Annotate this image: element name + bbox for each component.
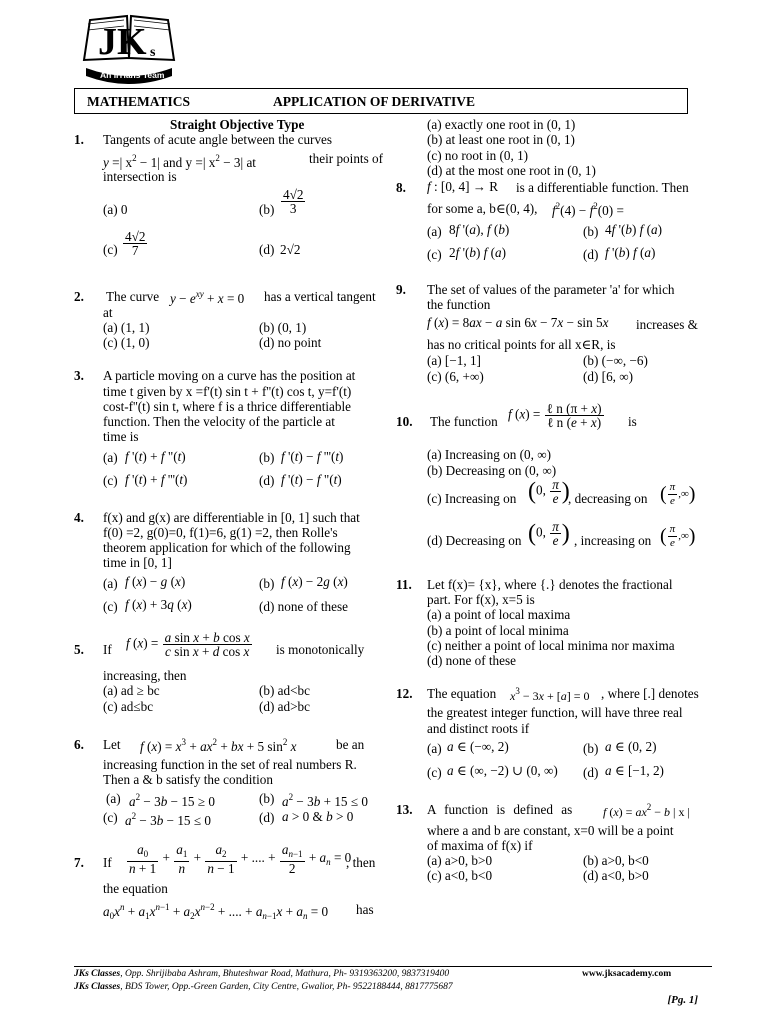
question-text: has [356, 902, 374, 917]
option-a-label: (a) [106, 791, 121, 806]
question-number: 8. [396, 180, 406, 195]
question-number: 5. [74, 642, 84, 657]
question-text: the greatest integer function, will have three real [427, 705, 683, 720]
option-c-label: (c) [103, 599, 118, 614]
option-a-label: (a) [427, 741, 442, 756]
svg-text:JK: JK [98, 21, 147, 63]
question-text: A particle moving on a curve has the position at [103, 368, 356, 383]
option-d-math: a ∈ [−1, 2) [605, 763, 664, 778]
question-text: cost-f''(t) sin t, where f is a thrice differentiable [103, 399, 352, 414]
topic-title: APPLICATION OF DERIVATIVE [273, 94, 476, 109]
option-c-math: a ∈ (∞, −2) ∪ (0, ∞) [447, 763, 558, 778]
question-text: at [103, 305, 113, 320]
option-b-math: 4f '(b) f (a) [605, 222, 663, 237]
option-a-label: (a) [427, 224, 442, 239]
question-text: A function is defined as [427, 802, 573, 817]
question-text: , where [.] denotes [601, 686, 699, 701]
option-a-label: (a) [103, 576, 118, 591]
option-d-label: (d) [583, 765, 599, 780]
question-text: has no critical points for all x∈R, is [427, 337, 616, 352]
question-text: intersection is [103, 169, 177, 184]
option-b-math: $a^2 - 3b + 15 \le 0$ [282, 792, 368, 809]
question-text: Tangents of acute angle between the curves [103, 132, 333, 147]
option-b-label: (b) [583, 741, 599, 756]
question-math: f (x) = $\frac{\text{ℓ n (π + x)}}{\text{ℓ n (e + x)}}$ [508, 401, 602, 430]
option-a: (a) Increasing on (0, ∞) [427, 447, 552, 462]
question-text: is monotonically [276, 642, 365, 657]
footer-address: , BDS Tower, Opp.-Green Garden, City Centre, Gwalior, Ph- 9522188444, 8817775687 [120, 982, 453, 992]
question-text: , then [346, 855, 376, 870]
option-b-label: (b) [259, 576, 275, 591]
option-d: (d) none of these [427, 653, 516, 668]
option-c-math-2: ( $\frac{\pi}{e}$ ,∞) [660, 481, 696, 507]
question-text: time is [103, 429, 139, 444]
option-d-label-2: , increasing on [574, 533, 652, 548]
option-b: (b) Decreasing on (0, ∞) [427, 463, 557, 478]
footer-address: , Opp. Shrijibaba Ashram, Bhuteshwar Road, Mathura, Ph- 9319363200, 9837319400 [120, 969, 450, 979]
question-text: function. Then the velocity of the particle at [103, 414, 335, 429]
option-a: (a) ad ≥ bc [103, 683, 160, 698]
footer-brand: JKs Classes [74, 982, 121, 992]
option-b: (b) (0, 1) [259, 320, 307, 335]
question-math: $y - e^{xy} + x = 0$ [170, 289, 245, 306]
question-text: Then a & b satisfy the condition [103, 772, 273, 787]
question-math: $x^3 - 3x + [a] = 0$ [510, 686, 590, 703]
option-c: (c) a<0, b<0 [427, 868, 493, 883]
question-text: f(x) and g(x) are differentiable in [0, 1] such that [103, 510, 360, 525]
question-math: $a_0x^n + a_1x^{n-1} + a_2x^{n-2}$ + .... + $a_{n-1}x + a_n = 0$ [103, 902, 329, 921]
footer-divider [74, 966, 712, 967]
option-c-label: (c) [103, 473, 118, 488]
option-d-label: (d) [583, 247, 599, 262]
question-number: 4. [74, 510, 84, 525]
question-text: f(0) =2, g(0)=0, f(1)=6, g(1) =2, then Rolle's [103, 525, 338, 540]
question-text: increasing, then [103, 668, 187, 683]
option-d-label: (d) [259, 810, 275, 825]
question-number: 10. [396, 414, 413, 429]
question-text: their points of [309, 151, 383, 166]
option-c: (c) neither a point of local minima nor maxima [427, 638, 675, 653]
option-d: (d) none of these [259, 599, 348, 614]
option-a: (a) [−1, 1] [427, 353, 481, 368]
question-text: The set of values of the parameter 'a' for which [427, 282, 675, 297]
option-b-label: (b) [259, 791, 275, 806]
option-b-math: f '(t) − f '''(t) [281, 449, 344, 464]
question-number: 11. [396, 577, 412, 592]
question-math: f $(x) = ax^2 - b$ | x | [603, 802, 690, 819]
option-b: (b) (−∞, −6) [583, 353, 648, 368]
footer-line-1 [74, 968, 449, 980]
option-c-math: $a^2 - 3b - 15 \le 0$ [125, 811, 211, 828]
question-math: f (x) = 8ax − a sin 6x − 7x − sin 5x [427, 315, 609, 330]
question-text: has a vertical tangent [264, 289, 376, 304]
section-title: Straight Objective Type [170, 117, 305, 132]
question-text: of maxima of f(x) if [427, 838, 533, 853]
question-math: $f^2(4) - f^2(0)$ = [552, 201, 624, 218]
question-number: 7. [74, 855, 84, 870]
option-a: (a) a>0, b>0 [427, 853, 493, 868]
option-b: (b) a>0, b<0 [583, 853, 649, 868]
option-c-math: $\frac{4√2}{7}$ [125, 229, 146, 258]
question-text: the equation [103, 881, 168, 896]
question-text: If [103, 642, 112, 657]
option-c-math: f '(t) + f '''(t) [125, 472, 188, 487]
question-text: The function [430, 414, 498, 429]
option-c-label: (c) [427, 765, 442, 780]
footer-brand: JKs Classes [74, 969, 121, 979]
question-number: 13. [396, 802, 413, 817]
option-d: (d) no point [259, 335, 322, 350]
option-c-math: 2f '(b) f (a) [449, 245, 507, 260]
option-c-math-1: (0, $\frac{\pi}{e}$ ) [528, 477, 570, 506]
option-a-math: 8f '(a), f (b) [449, 222, 510, 237]
option-d: (d) ad>bc [259, 699, 311, 714]
question-text: is a differentiable function. Then [516, 180, 689, 195]
question-text: theorem application for which of the following [103, 540, 351, 555]
option-c-label-2: , decreasing on [568, 491, 648, 506]
question-number: 1. [74, 132, 84, 147]
option-b-label: (b) [583, 224, 599, 239]
option-d-label: (d) [259, 242, 275, 257]
option-b-label: (b) [259, 450, 275, 465]
option-a-math: $a^2 - 3b - 15 \ge 0$ [129, 792, 215, 809]
question-math: y =| $x^2 - 1|$ and y =| $x^2 - 3|$ at [103, 153, 256, 170]
option-b: (b) a point of local minima [427, 623, 569, 638]
option-c-label: (c) [103, 242, 118, 257]
question-text: time t given by x =f'(t) sin t + f''(t) cos t, y=f'(t) [103, 384, 352, 399]
question-text: Let f(x)= {x}, where {.} denotes the fractional [427, 577, 673, 592]
question-text: If [103, 855, 112, 870]
option-d-math: f '(b) f (a) [605, 245, 656, 260]
option-c-label: (c) Increasing on [427, 491, 517, 506]
option-a-math: a ∈ (−∞, 2) [447, 739, 509, 754]
option-d-label: (d) [259, 473, 275, 488]
option-b: (b) at least one root in (0, 1) [427, 132, 575, 147]
option-b: (b) ad<bc [259, 683, 311, 698]
question-text: for some a, b∈(0, 4), [427, 201, 538, 216]
question-text: the function [427, 297, 491, 312]
question-text: is [628, 414, 637, 429]
option-d: (d) a<0, b>0 [583, 868, 649, 883]
page-number: [Pg. 1] [667, 994, 698, 1006]
question-math: $\frac{a_0}{n + 1}$ + $\frac{a_1}{n}$ + $\frac{a_2}{n - 1}$ + .... + $\frac{a_{n-1}}{2}$ + $a_n = 0$ [129, 842, 352, 876]
jks-logo [80, 10, 178, 84]
question-text: be an [336, 737, 365, 752]
option-c: (c) (6, +∞) [427, 369, 484, 384]
option-d: (d) at the most one root in (0, 1) [427, 163, 596, 178]
footer-line-2 [74, 981, 453, 993]
question-text: The equation [427, 686, 497, 701]
option-a-math: f (x) − g (x) [125, 574, 186, 589]
option-d-math-1: (0, $\frac{\pi}{e}$ ) [528, 519, 570, 548]
question-text: Let [103, 737, 121, 752]
option-d-label: (d) Decreasing on [427, 533, 522, 548]
option-a: (a) exactly one root in (0, 1) [427, 117, 576, 132]
option-c-label: (c) [103, 810, 118, 825]
option-d-math: 2√2 [280, 242, 301, 257]
subject-title: MATHEMATICS [87, 94, 191, 109]
question-number: 2. [74, 289, 84, 304]
option-b-label: (b) [259, 202, 275, 217]
option-c: (c) no root in (0, 1) [427, 148, 529, 163]
svg-text:s: s [150, 45, 156, 60]
logo-banner-text: An IITians Team [100, 70, 165, 80]
question-number: 9. [396, 282, 406, 297]
option-c-math: f (x) + 3q (x) [125, 597, 192, 612]
option-d-math: a > 0 & b > 0 [282, 809, 354, 824]
option-c-label: (c) [427, 247, 442, 262]
question-text: and distinct roots if [427, 721, 530, 736]
option-a-math: f '(t) + f "(t) [125, 449, 186, 464]
option-a: (a) 0 [103, 202, 128, 217]
option-b-math: a ∈ (0, 2) [605, 739, 657, 754]
question-math: f (x) = $\frac{\text{a sin x + b cos x}}{\text{c sin x + d cos x}}$ [126, 630, 250, 659]
option-c: (c) ad≤bc [103, 699, 154, 714]
question-number: 12. [396, 686, 413, 701]
option-b-math: f (x) − 2g (x) [281, 574, 348, 589]
question-number: 3. [74, 368, 84, 383]
option-a: (a) a point of local maxima [427, 607, 571, 622]
header-bar [74, 88, 688, 114]
question-math: f : [0, 4] → R [427, 179, 499, 194]
question-text: increases & [636, 317, 698, 332]
footer-website: www.jksacademy.com [582, 969, 672, 979]
question-text: time in [0, 1] [103, 555, 172, 570]
question-math: f $(x) = x^3 + ax^2$ + bx + 5 $\sin^2 x$ [140, 737, 297, 754]
option-d-math-2: ( $\frac{\pi}{e}$ ,∞) [660, 523, 696, 549]
question-text: part. For f(x), x=5 is [427, 592, 535, 607]
option-a: (a) (1, 1) [103, 320, 150, 335]
option-a-label: (a) [103, 450, 118, 465]
option-c: (c) (1, 0) [103, 335, 150, 350]
question-text: The curve [106, 289, 160, 304]
question-text: where a and b are constant, x=0 will be a point [427, 823, 674, 838]
option-b-math: $\frac{4√2}{3}$ [283, 187, 304, 216]
option-d-math: f '(t) − f "(t) [281, 472, 342, 487]
question-text: increasing function in the set of real numbers R. [103, 757, 357, 772]
option-d: (d) [6, ∞) [583, 369, 634, 384]
question-number: 6. [74, 737, 84, 752]
